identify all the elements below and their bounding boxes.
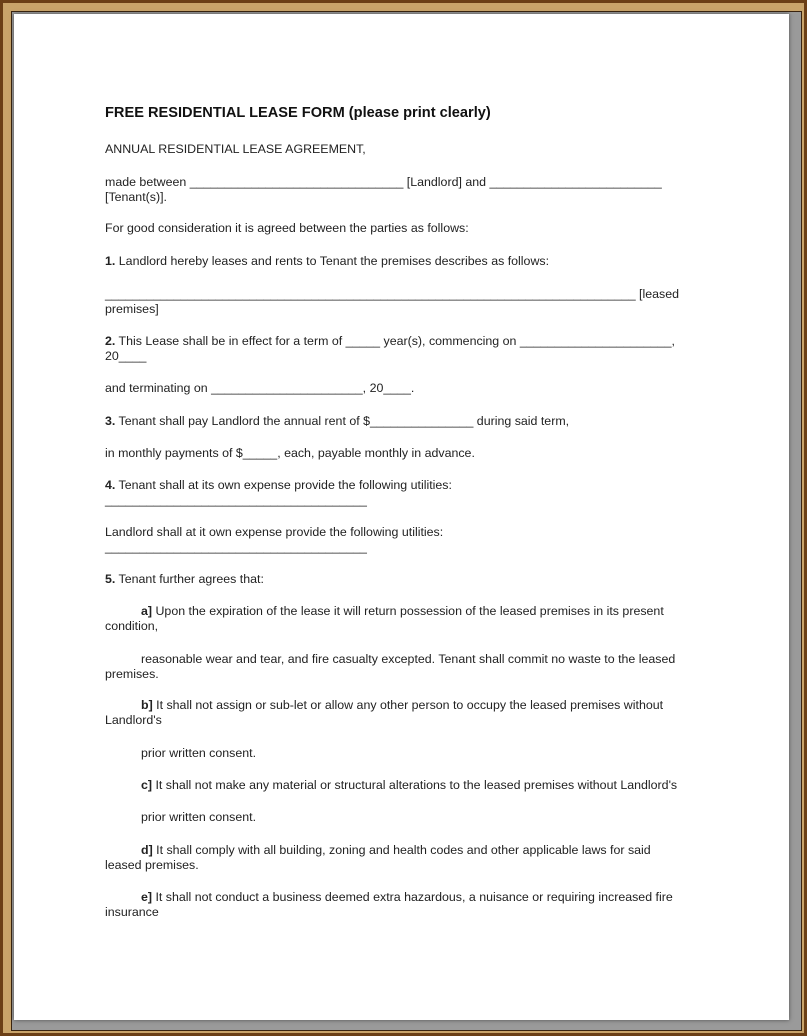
tenant-label: [Tenant(s)].	[105, 190, 167, 204]
clause-5-number: 5.	[105, 572, 116, 586]
clause-5b-text: It shall not assign or sub-let or allow any other person to occupy the leased premises without	[152, 698, 664, 712]
parties-line: made between _______________________________ [Landlord] and _________________________	[105, 175, 662, 189]
clause-5b-cont: Landlord's	[105, 713, 162, 727]
clause-5e-cont: insurance	[105, 905, 159, 919]
clause-5a-label: a]	[141, 604, 153, 618]
clause-5-text: Tenant further agrees that:	[115, 572, 264, 586]
clause-5d-label: d]	[141, 843, 153, 857]
clause-5c	[141, 778, 677, 793]
clause-1-number: 1.	[105, 254, 116, 268]
clause-2-number: 2.	[105, 334, 116, 348]
landlord-utilities-blank: ______________________________________	[105, 540, 367, 554]
landlord-utilities-text: Landlord shall at it own expense provide the following utilities:	[105, 525, 444, 539]
monthly-payments: in monthly payments of $_____, each, payable monthly in advance.	[105, 446, 475, 460]
clause-2-text: This Lease shall be in effect for a term of _____ year(s), commencing on ______________________,	[115, 334, 675, 348]
form-title: FREE RESIDENTIAL LEASE FORM (please print clearly)	[105, 105, 491, 121]
clause-5b-label: b]	[141, 698, 153, 712]
clause-5a-cont-3: premises.	[105, 667, 159, 681]
clause-5e	[141, 890, 673, 905]
clause-5d-cont: leased premises.	[105, 858, 199, 872]
tenant-utilities-blank: ______________________________________	[105, 493, 367, 507]
clause-1	[105, 254, 549, 269]
clause-5c-cont: prior written consent.	[141, 810, 257, 824]
clause-5a-text: Upon the expiration of the lease it will return possession of the leased premises in its present	[152, 604, 664, 618]
agreement-heading: ANNUAL RESIDENTIAL LEASE AGREEMENT,	[105, 142, 366, 156]
clause-5c-text: It shall not make any material or structural alterations to the leased premises without Landlord's	[152, 778, 678, 792]
lease-form-page	[14, 14, 789, 1020]
clause-5	[105, 572, 264, 587]
clause-3-number: 3.	[105, 414, 116, 428]
clause-3-text: Tenant shall pay Landlord the annual rent of $_______________ during said term,	[115, 414, 570, 428]
premises-label: premises]	[105, 302, 159, 316]
clause-5d	[141, 843, 651, 858]
clause-5b	[141, 698, 663, 713]
clause-4	[105, 478, 452, 493]
premises-blank: _____________________________________________________________________________ [leased	[105, 287, 680, 301]
clause-2-year: 20____	[105, 349, 147, 363]
clause-5e-label: e]	[141, 890, 153, 904]
clause-4-text: Tenant shall at its own expense provide the following utilities:	[115, 478, 452, 492]
clause-5d-text: It shall comply with all building, zoning and health codes and other applicable laws for said	[152, 843, 651, 857]
clause-1-text: Landlord hereby leases and rents to Tenant the premises describes as follows:	[115, 254, 550, 268]
clause-5c-label: c]	[141, 778, 153, 792]
consideration-text: For good consideration it is agreed between the parties as follows:	[105, 221, 469, 235]
clause-5a	[141, 604, 664, 619]
terminating-line: and terminating on ______________________, 20____.	[105, 381, 415, 395]
clause-5e-text: It shall not conduct a business deemed extra hazardous, a nuisance or requiring increased fire	[152, 890, 673, 904]
clause-3	[105, 414, 569, 429]
clause-5a-cont-2: reasonable wear and tear, and fire casualty excepted. Tenant shall commit no waste to the leased	[141, 652, 676, 666]
clause-5a-cont: condition,	[105, 619, 159, 633]
clause-5b-cont-2: prior written consent.	[141, 746, 257, 760]
clause-2	[105, 334, 675, 349]
clause-4-number: 4.	[105, 478, 116, 492]
